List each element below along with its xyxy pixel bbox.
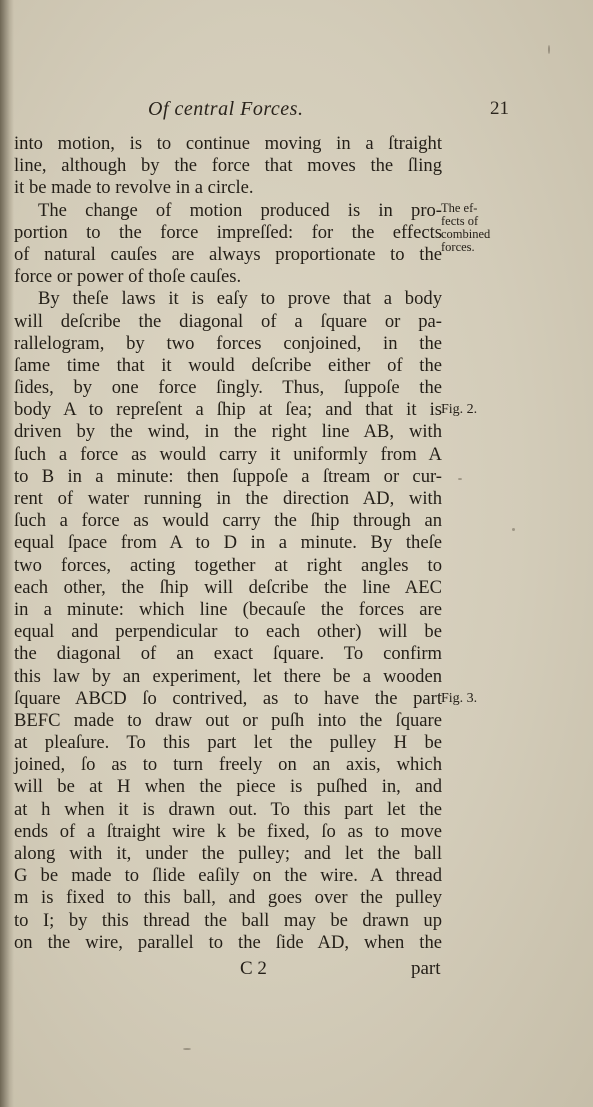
text-line: of natural cauſes are always proportionate to the [14, 243, 442, 265]
text-line: two forces, acting together at right angles to [14, 554, 442, 576]
text-line: will deſcribe the diagonal of a ſquare or pa- [14, 310, 442, 332]
text-line: at h when it is drawn out. To this part let the [14, 798, 442, 820]
text-line: to I; by this thread the ball may be drawn up [14, 909, 442, 931]
text-line: force or power of thoſe cauſes. [14, 266, 242, 288]
text-line: ſame time that it would deſcribe either of the [14, 354, 442, 376]
margin-note-combined-forces [441, 202, 490, 254]
text-line: ſquare ABCD ſo contrived, as to have the part [14, 687, 442, 709]
text-line: equal ſpace from A to D in a minute. By theſe [14, 532, 442, 554]
text-line: driven by the wind, in the right line AB, with [14, 421, 442, 443]
paper-speck [512, 528, 515, 531]
page-gutter-shadow [0, 0, 14, 1107]
text-line: joined, ſo as to turn freely on an axis, which [14, 754, 442, 776]
text-line: along with it, under the pulley; and let the ball [14, 843, 442, 864]
text-line: the diagonal of an exact ſquare. To confirm [14, 643, 442, 665]
margin-note-line: forces. [441, 240, 475, 254]
text-line: rent of water running in the direction AD, with [14, 488, 442, 509]
text-line: it be made to revolve in a circle. [14, 177, 254, 199]
text-line: By theſe laws it is eaſy to prove that a body [38, 288, 442, 310]
text-line: in a minute: which line (becauſe the forces are [14, 598, 442, 620]
text-line: will be at H when the piece is puſhed in, and [14, 776, 442, 798]
text-line: ends of a ſtraight wire k be fixed, ſo as to move [14, 820, 442, 842]
text-line: line, although by the force that moves the ſling [14, 155, 442, 177]
text-line: ſuch a force as would carry the ſhip through an [14, 510, 442, 532]
running-title: Of central Forces. [148, 98, 304, 120]
signature-mark: C 2 [240, 958, 267, 979]
text-line: BEFC made to draw out or puſh into the ſquare [14, 709, 442, 731]
margin-note-fig-3: Fig. 3. [441, 691, 478, 706]
paper-speck [183, 1048, 191, 1050]
margin-note-fig-2: Fig. 2. [441, 402, 478, 417]
text-line: rallelogram, by two forces conjoined, in the [14, 332, 442, 354]
text-line: each other, the ſhip will deſcribe the line AEC [14, 576, 442, 598]
margin-note-line: fects of [441, 214, 479, 228]
page-number: 21 [490, 98, 509, 119]
text-line: this law by an experiment, let there be a wooden [14, 665, 442, 687]
text-line: ſides, by one force ſingly. Thus, ſuppoſe the [14, 377, 442, 399]
text-line: ſuch a force as would carry it uniformly from A [14, 443, 442, 465]
text-line: m is fixed to this ball, and goes over the pulley [14, 887, 442, 909]
margin-note-line: combined [441, 227, 491, 241]
text-line: G be made to ſlide eaſily on the wire. A thread [14, 865, 442, 887]
catchword: part [411, 958, 441, 979]
paper-speck [548, 45, 550, 54]
text-line: The change of motion produced is in pro- [38, 199, 442, 221]
margin-note-line: The ef- [441, 201, 478, 215]
paper-speck [458, 478, 462, 480]
text-line: on the wire, parallel to the ſide AD, when the [14, 931, 442, 953]
text-line: to B in a minute: then ſuppoſe a ſtream or cur- [14, 465, 442, 487]
text-line: portion to the force impreſſed: for the effects [14, 221, 442, 243]
text-line: equal and perpendicular to each other) will be [14, 621, 442, 643]
text-line: body A to repreſent a ſhip at ſea; and that it is [14, 399, 442, 421]
text-line: into motion, is to continue moving in a ſtraight [14, 133, 442, 154]
text-line: at pleaſure. To this part let the pulley H be [14, 732, 442, 754]
body-text [14, 133, 442, 954]
